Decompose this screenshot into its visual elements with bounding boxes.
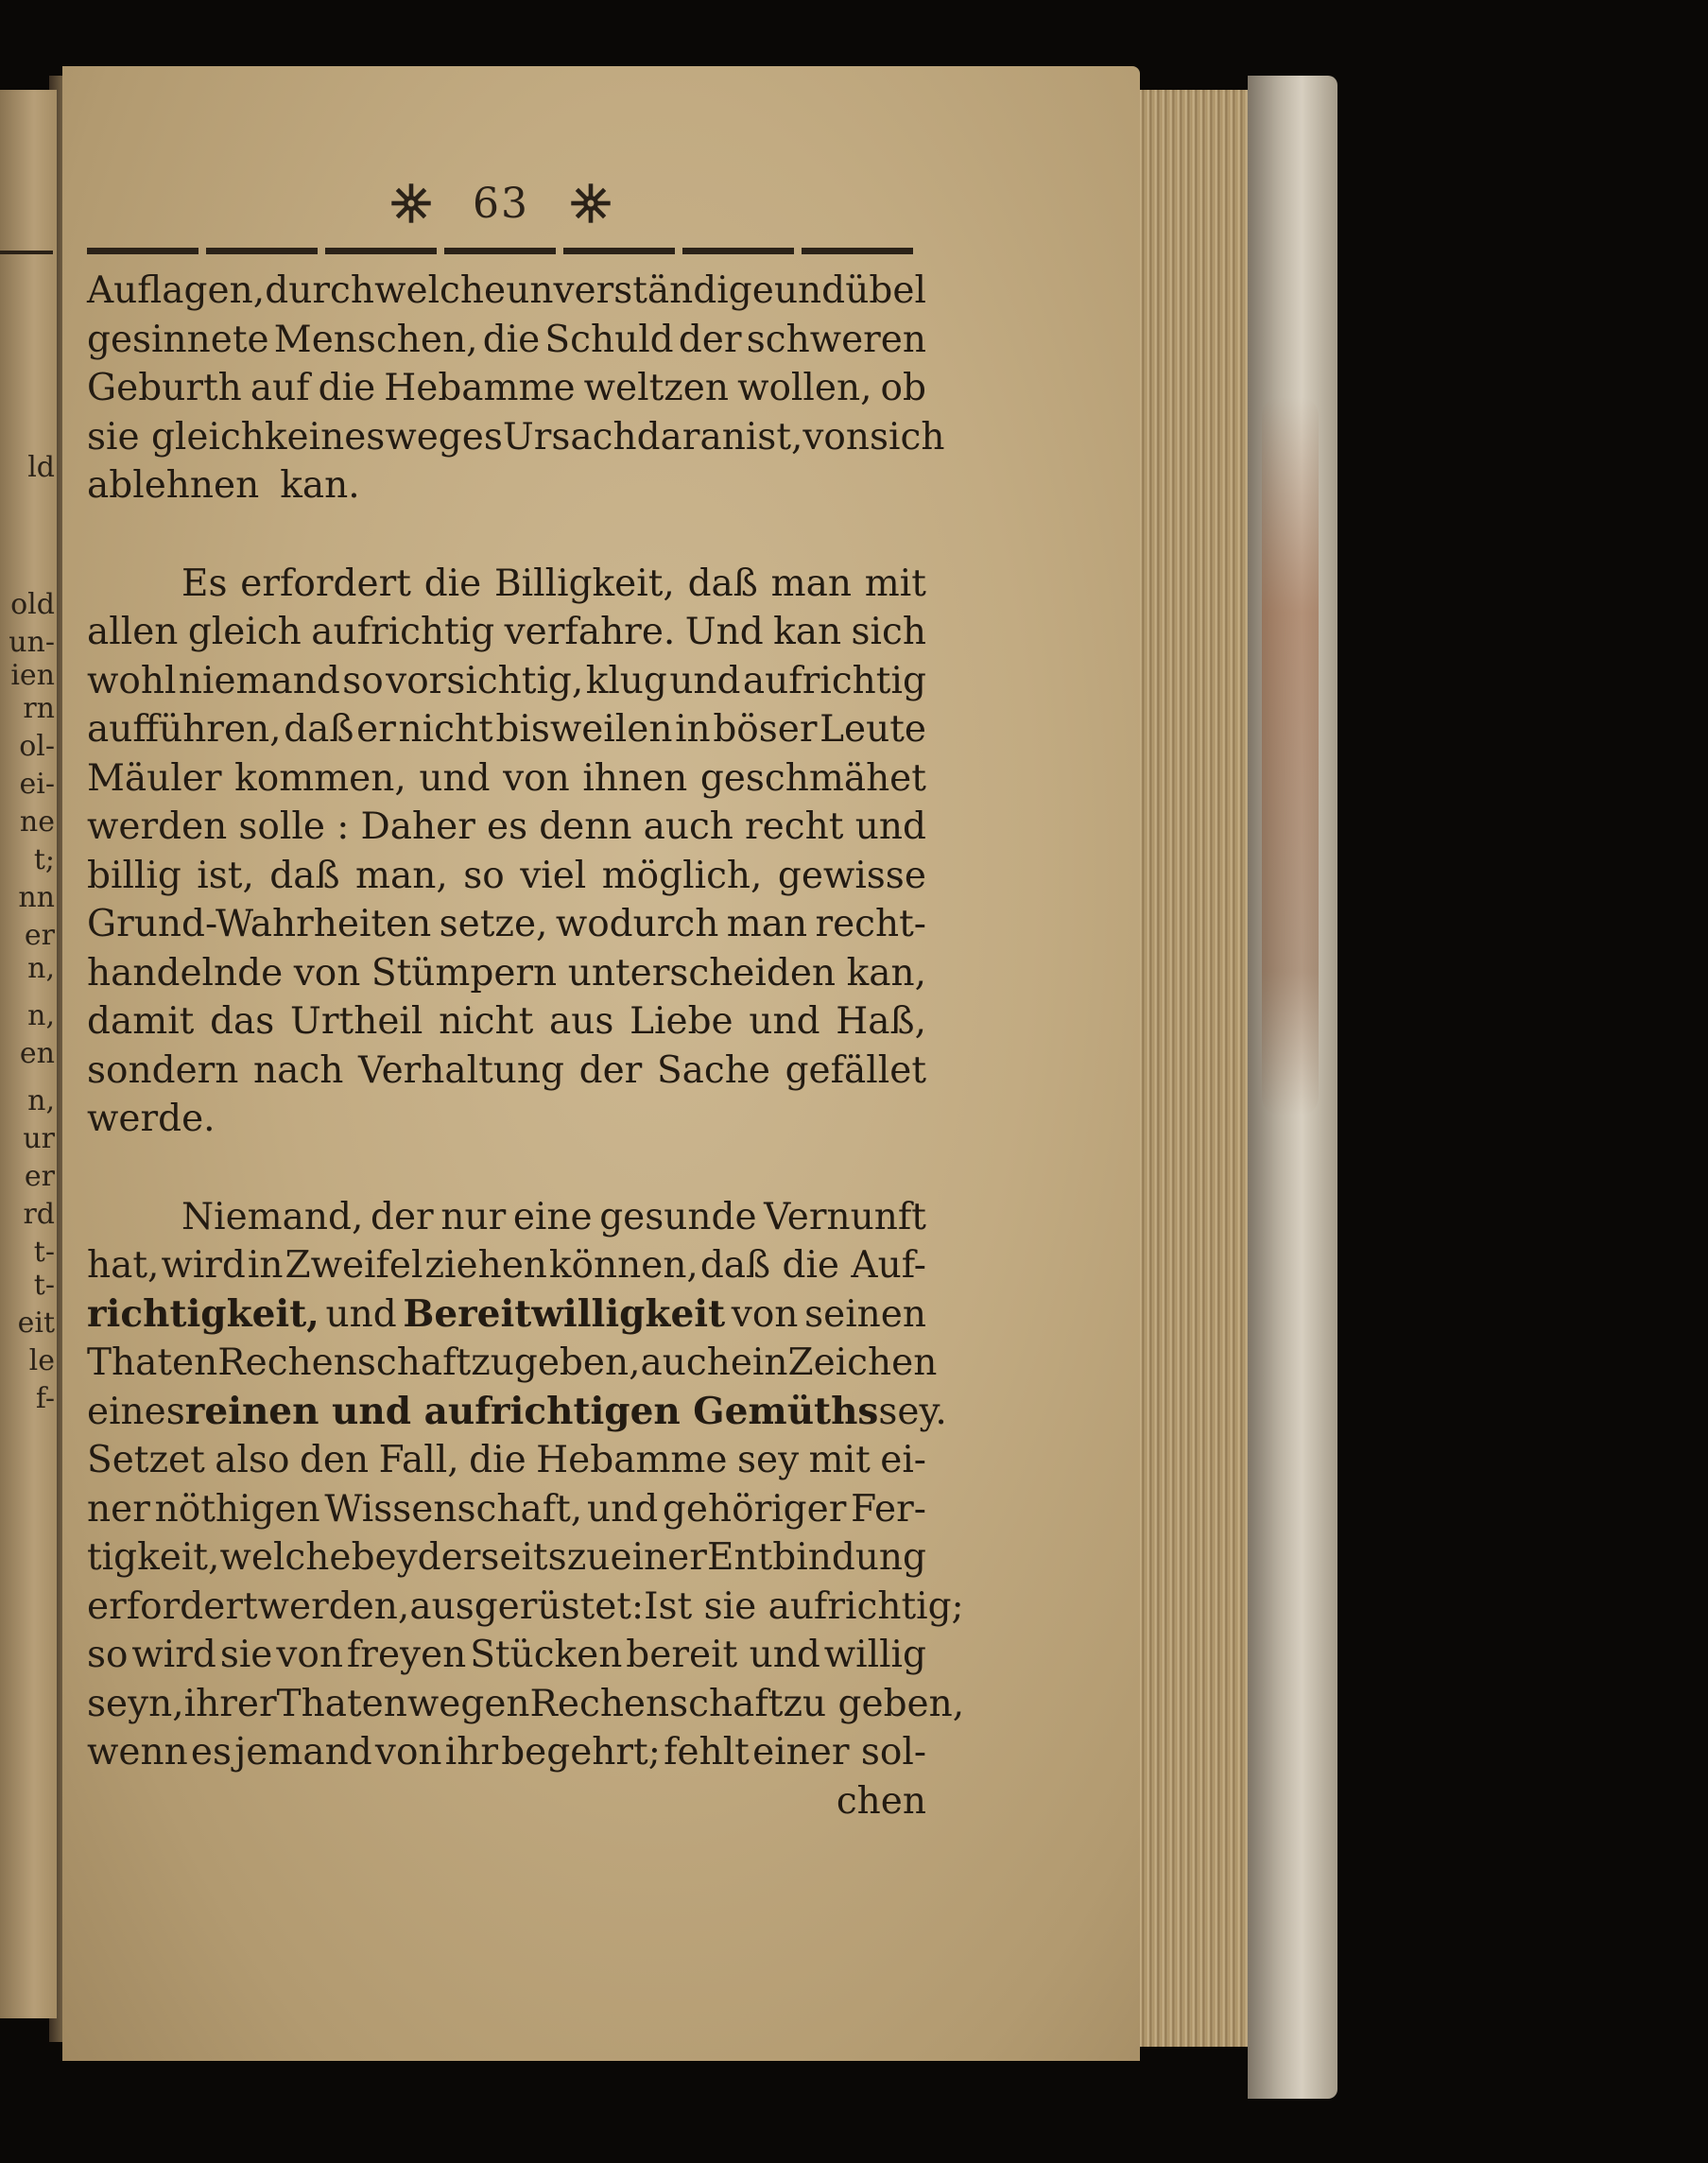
paragraph-gap	[87, 510, 926, 560]
text-line	[87, 754, 926, 804]
word: daran	[636, 415, 746, 459]
word: weltzen	[583, 367, 730, 409]
word: und	[669, 659, 741, 702]
left-page-rule	[0, 251, 53, 254]
word: der	[578, 1048, 643, 1092]
word: beyderseits	[351, 1536, 567, 1579]
word: von	[293, 951, 361, 995]
word: der	[678, 318, 742, 361]
word: seyn,	[87, 1682, 184, 1725]
text-line	[87, 705, 926, 754]
word: ein	[730, 1341, 788, 1384]
left-page-fragment	[0, 90, 57, 2018]
word: welche	[219, 1536, 352, 1579]
text-line	[87, 364, 926, 413]
text-line	[87, 560, 926, 609]
text-line	[87, 1095, 926, 1144]
word: kan,	[846, 951, 926, 995]
word: von	[374, 1731, 442, 1774]
word: zu geben,	[783, 1682, 965, 1725]
text-line	[87, 1388, 947, 1437]
word: Thaten	[87, 1341, 218, 1384]
word: auch	[640, 1341, 731, 1384]
word: Zeichen	[787, 1341, 938, 1384]
word: jemand	[234, 1731, 372, 1774]
word: daß die Auf-	[699, 1244, 926, 1287]
word: ob	[880, 367, 926, 409]
word: in	[675, 708, 711, 751]
word: gewisse	[777, 854, 926, 897]
word: daß	[687, 562, 758, 605]
word: keinesweges	[264, 415, 503, 459]
word: der	[371, 1195, 434, 1238]
text-line	[87, 1436, 926, 1485]
word: Grund-Wahrheiten	[87, 903, 432, 945]
left-page-text-fragment: eit	[17, 1306, 55, 1340]
paragraph-gap	[87, 1144, 926, 1193]
word: recht-	[815, 903, 926, 945]
word: man	[770, 562, 852, 605]
word: man	[726, 903, 808, 945]
word: möglich,	[601, 854, 763, 897]
header-rule	[87, 248, 919, 254]
word: Verhaltung	[357, 1048, 565, 1092]
word: übel	[845, 269, 926, 312]
word: Urtheil	[290, 1000, 423, 1043]
word: ausgerüstet:	[409, 1584, 645, 1628]
word: Fer-	[851, 1487, 926, 1531]
word: Entbindung	[707, 1536, 926, 1579]
word: Rechenschaft	[217, 1341, 472, 1384]
left-page-text-fragment: er	[24, 1160, 55, 1193]
running-head	[359, 170, 643, 236]
word: nach	[253, 1048, 344, 1092]
word: Hebamme	[384, 367, 576, 409]
word: er	[356, 708, 396, 751]
word: Bereitwilligkeit	[403, 1291, 726, 1336]
word: freyen	[346, 1634, 467, 1676]
word: Stümpern	[371, 951, 558, 995]
word: mit	[864, 562, 926, 605]
word: aufrichtig	[311, 611, 495, 653]
word: fehlt	[664, 1731, 750, 1774]
left-page-text-fragment: er	[24, 919, 55, 952]
word: verfahre.	[504, 611, 676, 653]
word: ziehen	[424, 1244, 547, 1287]
word: eine	[512, 1195, 593, 1238]
fleuron-right-icon	[569, 182, 612, 225]
word: einer	[610, 1536, 707, 1579]
word: gleich	[187, 611, 302, 653]
word: von	[276, 1634, 343, 1676]
text-line	[87, 949, 926, 998]
word: eines	[87, 1390, 185, 1433]
word: können,	[548, 1244, 699, 1287]
word: niemand	[178, 659, 340, 702]
text-line	[87, 461, 926, 510]
word: von	[802, 415, 871, 459]
text-line	[87, 997, 926, 1047]
word: gefället	[785, 1048, 926, 1092]
word: richtigkeit,	[87, 1291, 319, 1336]
word: sich	[870, 415, 945, 459]
word: und	[773, 269, 846, 312]
left-page-text-fragment: ld	[27, 451, 55, 484]
word: Schuld	[544, 318, 674, 361]
page-edges	[1130, 90, 1253, 2047]
word: nicht	[439, 1000, 534, 1043]
left-page-text-fragment: rn	[23, 692, 55, 725]
word: ist,	[745, 415, 803, 459]
word: ei-	[880, 1439, 926, 1481]
word: reinen und aufrichtigen Gemüths	[184, 1389, 879, 1433]
word: nur	[440, 1195, 507, 1238]
text-line	[87, 1047, 926, 1096]
word: so	[87, 1634, 129, 1676]
word: Geburth	[87, 367, 242, 409]
word: daß	[284, 708, 354, 751]
word: solle :	[238, 805, 350, 848]
word: aufrichtig	[742, 659, 926, 702]
word: es	[190, 1731, 233, 1774]
text-line	[87, 1728, 926, 1777]
word: die	[318, 367, 376, 409]
word: werde.	[87, 1098, 216, 1140]
left-page-text-fragment: ei-	[19, 768, 55, 801]
text-line	[87, 1631, 926, 1680]
word: werden	[87, 805, 228, 848]
text-line	[87, 1533, 926, 1583]
word: Wissenschaft,	[324, 1487, 583, 1531]
word: aufführen,	[87, 708, 282, 751]
word: Leute	[819, 708, 926, 751]
left-page-text-fragment: rd	[23, 1198, 55, 1231]
word: viel	[520, 854, 587, 897]
word: Auflagen,	[87, 269, 266, 312]
word: es	[487, 805, 528, 848]
word: unverständige	[506, 269, 774, 312]
word: kommen,	[234, 756, 406, 800]
word: in	[247, 1244, 284, 1287]
left-page-text-fragment: n,	[27, 1084, 55, 1117]
word: also	[215, 1439, 290, 1481]
left-page-text-fragment: t-	[33, 1236, 55, 1269]
word: gehöriger	[662, 1487, 847, 1531]
left-page-text-fragment: n,	[27, 999, 55, 1032]
word: tigkeit,	[87, 1536, 220, 1579]
word: gesunde	[599, 1195, 757, 1238]
left-page-text-fragment: en	[19, 1037, 55, 1070]
word: Niemand,	[181, 1195, 364, 1238]
word: gesinnete	[87, 318, 269, 361]
word: sey.	[878, 1390, 947, 1433]
word: zu	[566, 1536, 611, 1579]
word: sich	[851, 611, 926, 653]
word: daß	[269, 854, 340, 897]
word: wird	[161, 1244, 246, 1287]
word: die	[469, 1439, 526, 1481]
left-page-text-fragment: f-	[35, 1382, 55, 1415]
text-line	[87, 1193, 926, 1242]
word: klug	[585, 659, 667, 702]
word: Thaten	[276, 1682, 407, 1725]
word: kan.	[280, 464, 360, 507]
left-page-text-fragment: nn	[18, 881, 55, 914]
word: böser	[713, 708, 818, 751]
word: Sache	[656, 1048, 770, 1092]
word: denn	[539, 805, 632, 848]
word: sie gleich	[87, 415, 265, 459]
word: damit	[87, 1000, 195, 1043]
word: recht und	[745, 805, 926, 848]
word: so	[463, 854, 505, 897]
word: und	[749, 1000, 820, 1043]
word: allen	[87, 611, 179, 653]
word: zu	[471, 1341, 514, 1384]
text-line	[87, 1290, 926, 1340]
catchword: chen	[836, 1779, 926, 1823]
word: erfordert	[87, 1584, 258, 1628]
cover-stain	[1262, 397, 1319, 1116]
word: setze,	[439, 903, 548, 945]
text-line	[87, 803, 926, 852]
word: geschmähet	[699, 756, 926, 800]
word: bisweilen	[495, 708, 673, 751]
fleuron-left-icon	[389, 182, 433, 225]
text-line	[87, 1680, 965, 1729]
catchword-line	[87, 1777, 926, 1826]
word: auch	[643, 805, 733, 848]
left-page-text-fragment: ol-	[19, 730, 55, 763]
word: einer sol-	[752, 1731, 926, 1774]
left-page-text-fragment: t;	[33, 843, 55, 876]
left-page-text-fragment: ien	[10, 659, 55, 692]
word: vorsichtig,	[386, 659, 584, 702]
text-line	[87, 413, 945, 462]
word: Mäuler	[87, 756, 222, 800]
word: aus	[549, 1000, 614, 1043]
text-line	[87, 852, 926, 901]
text-line	[87, 1339, 938, 1388]
word: von	[731, 1292, 799, 1336]
word: wenn	[87, 1731, 188, 1774]
word: man,	[355, 854, 448, 897]
word: geben,	[513, 1341, 641, 1384]
word: Liebe	[630, 1000, 733, 1043]
word: Stücken	[470, 1634, 623, 1676]
word: Ist sie aufrichtig;	[644, 1584, 964, 1628]
word: sondern	[87, 1048, 239, 1092]
word: die	[482, 318, 541, 361]
word: wollen,	[737, 367, 872, 409]
word: nöthigen	[154, 1487, 320, 1531]
word: und	[586, 1487, 659, 1531]
word: sey	[736, 1439, 800, 1481]
word: Hebamme	[536, 1439, 728, 1481]
word: die	[423, 562, 482, 605]
word: Menschen,	[273, 318, 478, 361]
word: unterscheiden	[567, 951, 837, 995]
word: und	[419, 756, 491, 800]
word: ist,	[197, 854, 254, 897]
left-page-text-fragment: le	[28, 1344, 55, 1377]
word: von	[503, 756, 570, 800]
word: Und	[684, 611, 764, 653]
word: wird	[131, 1634, 216, 1676]
word: so	[342, 659, 384, 702]
word: bereit und	[626, 1634, 820, 1676]
text-line	[87, 657, 926, 706]
left-page-text-fragment: ur	[23, 1122, 55, 1155]
word: begehrt;	[501, 1731, 661, 1774]
page-number: 63	[473, 179, 529, 228]
word: werden,	[257, 1584, 410, 1628]
text-line	[87, 316, 926, 365]
word: willig	[823, 1634, 926, 1676]
word: Setzet	[87, 1439, 205, 1481]
word: und	[325, 1292, 397, 1336]
left-page-text-fragment: ne	[19, 805, 55, 839]
word: Zweifel	[285, 1244, 423, 1287]
word: Rechenschaft	[529, 1682, 784, 1725]
word: das	[210, 1000, 275, 1043]
word: nicht	[398, 708, 493, 751]
word: Fall,	[378, 1439, 459, 1481]
word: sie	[219, 1634, 273, 1676]
word: Daher	[360, 805, 475, 848]
word: hat,	[87, 1244, 160, 1287]
word: Haß,	[836, 1000, 926, 1043]
word: mit	[808, 1439, 871, 1481]
word: wohl	[87, 659, 177, 702]
word: schweren	[746, 318, 926, 361]
word: welche	[374, 269, 507, 312]
word: wegen	[406, 1682, 530, 1725]
word: ablehnen	[87, 464, 260, 507]
word: ihr	[444, 1731, 498, 1774]
word: erfordert	[240, 562, 411, 605]
word: ihrer	[183, 1682, 277, 1725]
left-page-text-fragment: n,	[27, 952, 55, 985]
text-line	[87, 1241, 926, 1290]
word: seinen	[804, 1292, 926, 1336]
word: den	[299, 1439, 370, 1481]
word: auf	[250, 367, 310, 409]
word: Vernunft	[764, 1195, 926, 1238]
word: handelnde	[87, 951, 284, 995]
text-line	[87, 1583, 964, 1632]
word: billig	[87, 854, 181, 897]
body-text	[87, 267, 965, 1826]
word: kan	[773, 611, 842, 653]
text-line	[87, 900, 926, 949]
word: ihnen	[582, 756, 688, 800]
word: Billigkeit,	[494, 562, 675, 605]
text-line	[87, 608, 926, 657]
word: Es	[181, 562, 228, 605]
text-line	[87, 267, 926, 316]
left-page-text-fragment: old	[10, 588, 55, 621]
left-page-text-fragment: t-	[33, 1269, 55, 1302]
text-line	[87, 1485, 926, 1534]
word: ner	[87, 1487, 150, 1531]
word: Ursach	[502, 415, 637, 459]
word: durch	[265, 269, 374, 312]
left-page-text-fragment: un-	[9, 626, 55, 659]
word: wodurch	[555, 903, 719, 945]
